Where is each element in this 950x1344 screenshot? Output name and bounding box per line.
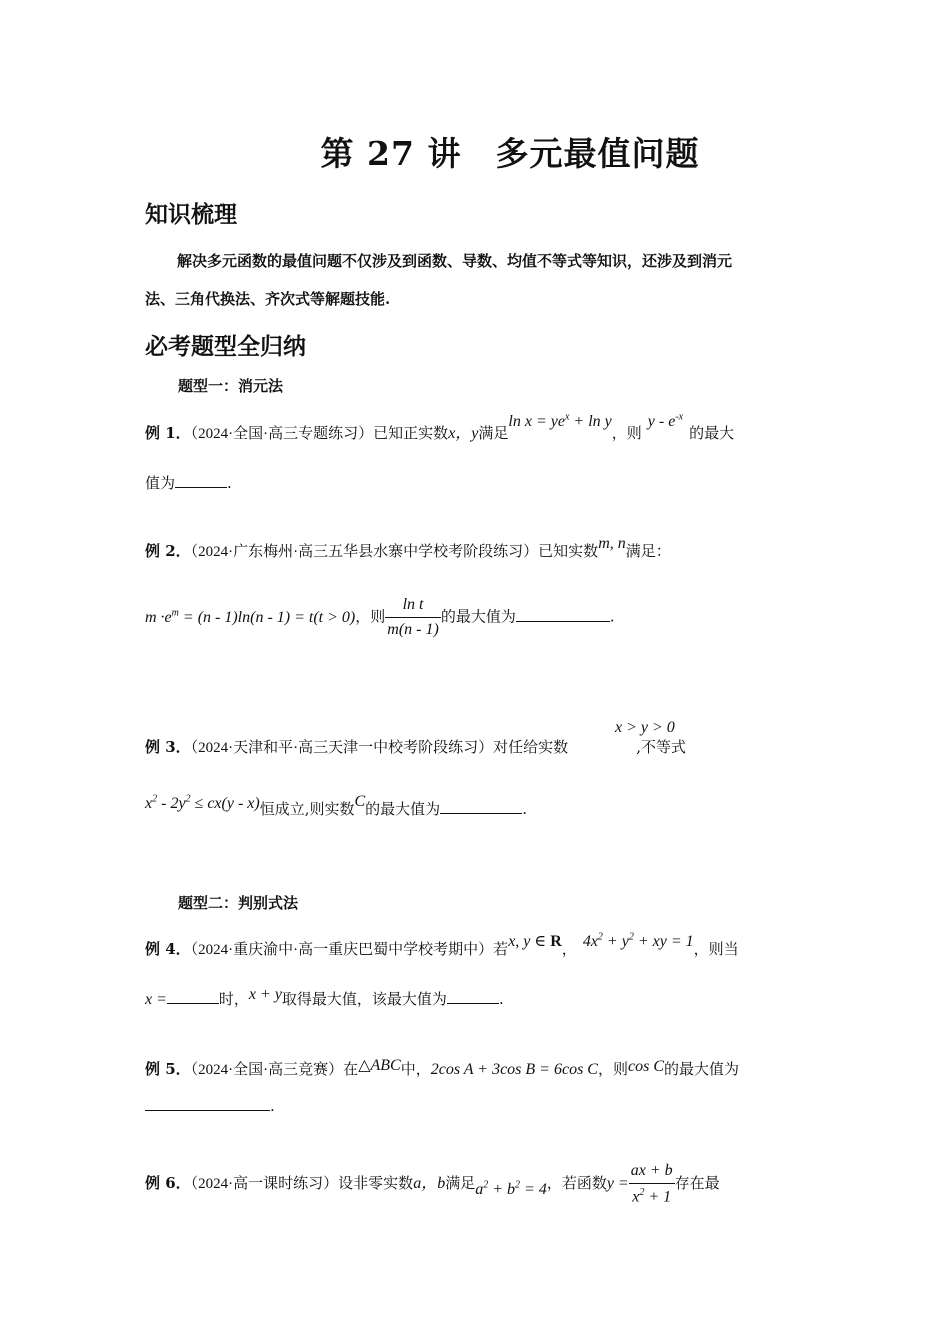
- example-text: ，若函数: [546, 1174, 607, 1193]
- intro-line-2: 法、三角代换法、齐次式等解题技能.: [145, 290, 391, 308]
- example-text: 的最大值为: [440, 607, 516, 626]
- example-text: 设非零实数: [338, 1174, 414, 1193]
- example-text: 若: [493, 940, 509, 958]
- answer-blank[interactable]: [447, 989, 499, 1004]
- example-3-line-2: [145, 736, 686, 757]
- example-source: （2024·天津和平·高三天津一中校考阶段练习）: [190, 740, 494, 756]
- math-expr: cos C: [627, 1058, 664, 1075]
- page-title: 第 27 讲 多元最值问题: [320, 134, 700, 173]
- math-expr: y - $e^{-x}$: [647, 411, 684, 430]
- example-text: 对任给实数: [493, 738, 569, 756]
- example-text: 恒成立,则实数: [259, 800, 355, 818]
- math-condition: x, y ∈ R: [508, 933, 562, 950]
- intro-line-1: 解决多元函数的最值问题不仅涉及到函数、导数、均值不等式等知识，还涉及到消元: [177, 252, 733, 270]
- type-heading-2: 题型二：判别式法: [178, 894, 299, 912]
- fraction-denominator: m(n - 1): [387, 621, 439, 638]
- fraction-numerator: ax + b: [629, 1162, 675, 1184]
- example-text: 值为: [145, 474, 176, 492]
- example-source: （2024·全国·高三竞赛）: [190, 1062, 344, 1078]
- example-text: .: [498, 990, 504, 1008]
- example-3-line-1: [145, 718, 675, 737]
- example-text: 时，: [218, 990, 249, 1008]
- example-label: 例 1．: [145, 424, 191, 442]
- section-heading-types: 必考题型全归纳: [145, 333, 306, 360]
- fraction-numerator: ln t: [385, 596, 441, 618]
- math-formula: $m \cdot e^m = (n - 1)\ln(n - 1) = t(t > 0)$: [145, 607, 356, 626]
- math-fraction: [629, 1162, 675, 1206]
- example-label: 例 4．: [145, 940, 191, 958]
- math-formula: $4x^2 + y^2$ + xy = 1: [582, 931, 694, 950]
- math-vars: m, n: [598, 535, 626, 552]
- example-label: 例 5．: [145, 1060, 191, 1078]
- example-1-line-1: [145, 411, 735, 443]
- example-text: 已知实数: [538, 542, 599, 560]
- example-3-line-3: [145, 793, 527, 819]
- example-text: ，则: [597, 1060, 628, 1078]
- example-text: 中，: [400, 1060, 431, 1078]
- type-heading-1: 题型一：消元法: [178, 377, 284, 395]
- example-text: .: [609, 607, 615, 626]
- math-var: C: [354, 793, 366, 810]
- example-text: .: [270, 1097, 275, 1115]
- example-text: 在: [343, 1060, 359, 1078]
- answer-blank[interactable]: [167, 989, 219, 1004]
- answer-blank[interactable]: [175, 473, 227, 488]
- example-5-line-1: [145, 1058, 739, 1079]
- example-label: 例 3．: [145, 738, 191, 756]
- answer-blank[interactable]: [440, 799, 522, 814]
- example-text: 满足：: [625, 542, 671, 560]
- example-source: （2024·广东梅州·高三五华县水寨中学校考阶段练习）: [190, 544, 539, 560]
- example-source: （2024·高一课时练习）: [190, 1176, 339, 1193]
- fraction-denominator: $x^2 + 1$: [632, 1187, 672, 1206]
- example-text: ，则当: [693, 940, 739, 958]
- example-4-line-2: [145, 988, 504, 1009]
- example-text: 存在最: [674, 1174, 720, 1193]
- example-text: .: [227, 474, 232, 492]
- example-2-line-2: [145, 596, 615, 639]
- example-text: 的最大: [689, 424, 735, 442]
- example-text: ，则: [355, 607, 386, 626]
- example-text: ,不等式: [636, 738, 686, 756]
- example-source: （2024·全国·高三专题练习）: [190, 426, 374, 442]
- example-text: .: [522, 800, 527, 818]
- math-expr: x + y: [248, 986, 282, 1003]
- math-var: x =: [145, 991, 167, 1008]
- example-2-line-1: [145, 535, 671, 561]
- example-6-line-1: [145, 1162, 720, 1206]
- example-source: （2024·重庆渝中·高一重庆巴蜀中学校考期中）: [190, 942, 494, 958]
- example-label: 例 2．: [145, 542, 191, 560]
- section-heading-knowledge: 知识梳理: [145, 201, 237, 228]
- example-text: 已知正实数: [373, 424, 449, 442]
- intro-paragraph: [145, 242, 805, 318]
- example-5-line-2: [145, 1096, 275, 1115]
- math-formula: $a^2 + b^2 = 4$: [475, 1179, 547, 1199]
- example-1-line-2: [145, 472, 232, 493]
- answer-blank[interactable]: [145, 1096, 270, 1111]
- example-text: 的最大值为: [663, 1060, 739, 1078]
- math-formula: $\ln x = ye^x + \ln y$: [508, 411, 612, 430]
- math-condition: x > y > 0: [615, 719, 675, 736]
- answer-blank[interactable]: [516, 607, 610, 622]
- example-text: 的最大值为: [365, 800, 441, 818]
- math-triangle: △ABC: [358, 1057, 401, 1074]
- example-4-line-1: 例 4．（2024·重庆渝中·高一重庆巴蜀中学校考期中）若x, y ∈ R， $4x^2 + y^2$ + xy = 1，则当: [145, 931, 739, 958]
- example-text: ，则: [611, 424, 642, 442]
- math-formula: $x^2 - 2y^2 \le cx(y - x)$: [145, 793, 260, 812]
- math-vars: x，y: [448, 425, 479, 442]
- example-text: 满足: [445, 1174, 476, 1193]
- example-text: 取得最大值，该最大值为: [281, 990, 447, 1008]
- math-vars: a，b: [413, 1175, 446, 1193]
- example-text: 满足: [478, 424, 509, 442]
- math-func: y =: [606, 1175, 629, 1193]
- example-label: 例 6．: [145, 1174, 191, 1193]
- math-fraction: [385, 596, 441, 639]
- math-formula: 2cos A + 3cos B = 6cos C: [430, 1061, 598, 1078]
